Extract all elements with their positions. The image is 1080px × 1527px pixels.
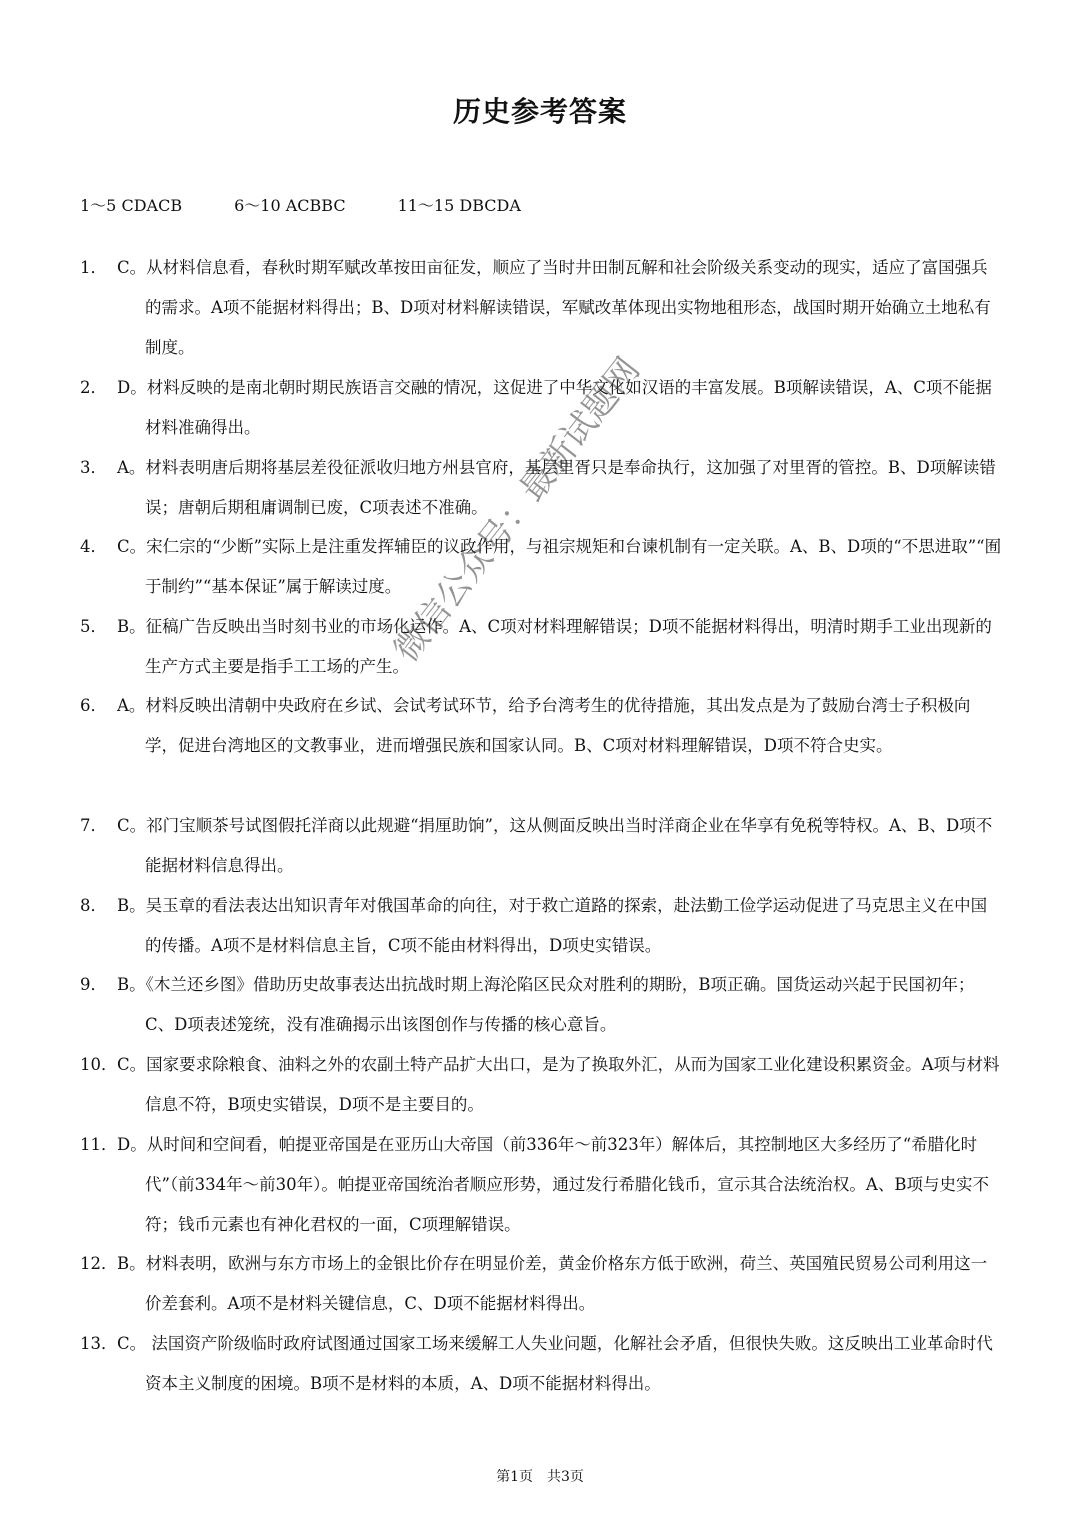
item-text: B。《木兰还乡图》借助历史故事表达出抗战时期上海沦陷区民众对胜利的期盼，B项正确。国货运动兴起于民国初年；C、D项表述笼统，没有准确揭示出该图创作与传播的核心意旨。 [117,975,975,1034]
item-number: 11． [80,1135,118,1154]
answer-item [80,1125,1002,1245]
item-number: 2． [80,378,107,397]
answer-item [80,368,1002,448]
item-text: A。材料表明唐后期将基层差役征派收归地方州县官府，基层里胥只是奉命执行，这加强了对里胥的管控。B、D项解读错误；唐朝后期租庸调制已废，C项表述不准确。 [117,458,996,517]
answer-item [80,448,1002,528]
answer-key-row [80,193,521,216]
page-footer: 第1页 共3页 [496,1469,584,1485]
item-text: A。材料反映出清朝中央政府在乡试、会试考试环节，给予台湾考生的优待措施，其出发点是为了鼓励台湾士子积极向学，促进台湾地区的文教事业，进而增强民族和国家认同。B、C项对材料理解错误，D项不符合史实。 [117,696,971,755]
item-number: 4． [80,537,107,556]
item-text: D。材料反映的是南北朝时期民族语言交融的情况，这促进了中华文化如汉语的丰富发展。B项解读错误，A、C项不能据材料准确得出。 [117,378,992,437]
page-title: 历史参考答案 [452,95,627,128]
item-number: 6． [80,696,107,715]
answer-item [80,1045,1002,1125]
item-text: D。从时间和空间看，帕提亚帝国是在亚历山大帝国（前336年～前323年）解体后，其控制地区大多经历了“希腊化时代”（前334年～前30年）。帕提亚帝国统治者顺应形势，通过发行希腊化钱币，宣示其合法统治权。A、B项与史实不符；钱币元素也有神化君权的一面，C项理解错误。 [117,1135,989,1234]
item-text: C。祁门宝顺茶号试图假托洋商以此规避“捐厘助饷”，这从侧面反映出当时洋商企业在华享有免税等特权。A、B、D项不能据材料信息得出。 [117,816,993,875]
item-number: 13． [80,1334,118,1353]
answer-item [80,527,1002,607]
item-text: C。 法国资产阶级临时政府试图通过国家工场来缓解工人失业问题，化解社会矛盾，但很快失败。这反映出工业革命时代资本主义制度的困境。B项不是材料的本质，A、D项不能据材料得出。 [117,1334,993,1393]
item-number: 5． [80,617,107,636]
watermark: 微信公众号：最新试题网 [386,350,649,670]
answer-item [80,965,1002,1045]
answer-group: 1～5 CDACB [80,196,183,215]
answer-item [80,1244,1002,1324]
item-text: B。征稿广告反映出当时刻书业的市场化运作。A、C项对材料理解错误；D项不能据材料得出，明清时期手工业出现新的生产方式主要是指手工工场的产生。 [117,617,992,676]
item-text: C。宋仁宗的“少断”实际上是注重发挥辅臣的议政作用，与祖宗规矩和台谏机制有一定关联。A、B、D项的“不思进取”“囿于制约”“基本保证”属于解读过度。 [117,537,1002,596]
item-number: 7． [80,816,107,835]
answer-item [80,686,1002,766]
item-number: 10． [80,1055,118,1074]
answer-group: 6～10 ACBBC [234,196,346,215]
item-number: 3． [80,458,107,477]
answer-item [80,248,1002,368]
answer-group: 11～15 DBCDA [397,196,521,215]
item-number: 8． [80,896,107,915]
item-number: 12． [80,1254,118,1273]
item-number: 1． [80,258,107,277]
answer-item [80,1324,1002,1404]
answer-item [80,607,1002,687]
answer-item [80,806,1002,886]
item-text: B。材料表明，欧洲与东方市场上的金银比价存在明显价差，黄金价格东方低于欧洲，荷兰、英国殖民贸易公司利用这一价差套利。A项不是材料关键信息，C、D项不能据材料得出。 [117,1254,988,1313]
item-text: C。国家要求除粮食、油料之外的农副土特产品扩大出口，是为了换取外汇，从而为国家工业化建设积累资金。A项与材料信息不符，B项史实错误，D项不是主要目的。 [117,1055,1000,1114]
answer-item [80,886,1002,966]
item-number: 9． [80,975,107,994]
item-text: C。从材料信息看，春秋时期军赋改革按田亩征发，顺应了当时井田制瓦解和社会阶级关系变动的现实，适应了富国强兵的需求。A项不能据材料得出；B、D项对材料解读错误，军赋改革体现出实物地租形态，战国时期开始确立土地私有制度。 [117,258,991,357]
item-text: B。吴玉章的看法表达出知识青年对俄国革命的向往，对于救亡道路的探索，赴法勤工俭学运动促进了马克思主义在中国的传播。A项不是材料信息主旨，C项不能由材料得出，D项史实错误。 [117,896,988,955]
